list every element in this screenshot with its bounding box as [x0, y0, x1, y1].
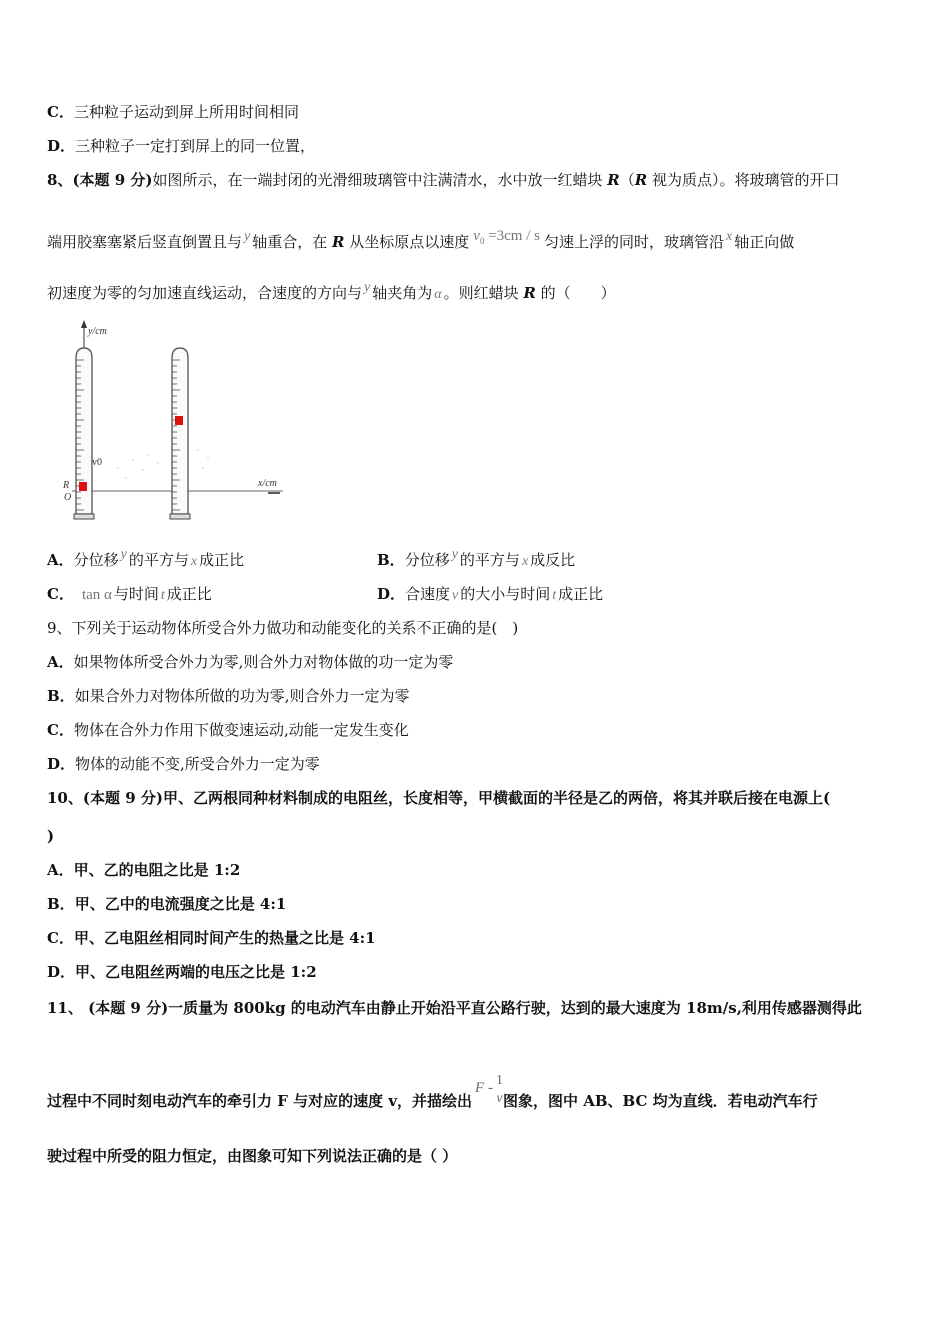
symbol-r: R	[634, 171, 648, 189]
red-wax-block-moved	[175, 416, 183, 425]
v-symbol: v	[473, 228, 480, 244]
stem-text: 端用胶塞塞紧后竖直倒置且与	[47, 233, 243, 251]
tube-diagram	[58, 318, 298, 528]
q7-option-c	[47, 102, 299, 122]
symbol-y: y	[244, 229, 251, 244]
symbol-x: x	[190, 554, 198, 569]
symbol-y: y	[120, 547, 127, 562]
option-text: 的平方与	[459, 551, 520, 569]
symbol-x: x	[726, 229, 733, 244]
stem-text: 轴重合，在	[252, 233, 333, 251]
q10-option-c	[47, 928, 376, 948]
fraction-numerator: 1	[495, 1073, 503, 1088]
symbol-v: v	[452, 588, 459, 603]
option-letter: B．	[377, 551, 405, 569]
option-text: 分位移	[404, 551, 450, 569]
q10-option-d	[47, 962, 317, 982]
trajectory-dots	[117, 449, 209, 479]
option-letter: A．	[47, 551, 74, 569]
q11-stem-line3: 驶过程中所受的阻力恒定，由图象可知下列说法正确的是（ ）	[47, 1147, 458, 1165]
option-text: 三种粒子一定打到屏上的同一位置，	[75, 137, 316, 155]
option-text: 成正比	[166, 585, 212, 603]
option-letter: D．	[47, 963, 76, 981]
v0-expression	[469, 228, 544, 244]
option-text: 分位移	[73, 551, 119, 569]
v0-subscript: 0	[479, 236, 485, 246]
option-text: 如果物体所受合外力为零,则合外力对物体做的功一定为零	[73, 653, 454, 671]
option-text: 成反比	[530, 551, 576, 569]
stem-text: 匀速上浮的同时，玻璃管沿	[543, 233, 724, 251]
option-text: 甲、乙中的电流强度之比是 4:1	[74, 895, 287, 913]
r-label: R	[63, 480, 70, 491]
option-text: 的大小与时间	[460, 585, 551, 603]
red-wax-block-start	[79, 482, 87, 491]
option-letter: B．	[47, 895, 75, 913]
symbol-r: R	[607, 171, 620, 189]
option-letter: B．	[47, 687, 75, 705]
symbol-alpha: α	[434, 287, 442, 302]
option-text: 的平方与	[128, 551, 189, 569]
option-text: 甲、乙电阻丝相同时间产生的热量之比是 4:1	[73, 929, 376, 947]
q10-option-a	[47, 860, 240, 880]
option-text: 甲、乙的电阻之比是 1:2	[73, 861, 241, 879]
question-score: (本题 9 分)	[72, 171, 153, 189]
y-axis-arrow	[81, 320, 87, 328]
symbol-y: y	[364, 280, 371, 295]
stem-text: 过程中不同时刻电动汽车的牵引力 F 与对应的速度 v，并描绘出	[47, 1092, 473, 1110]
y-axis-label: y/cm	[88, 326, 107, 337]
question-number: 8、	[47, 171, 73, 189]
stem-text: 。则红蜡块	[443, 284, 524, 302]
q11-stem-line1: 11、 (本题 9 分)一质量为 800kg 的电动汽车由静止开始沿平直公路行驶，达到的最大速度为 18m/s,利用传感器测得此	[47, 999, 862, 1017]
symbol-y: y	[451, 547, 458, 562]
stem-text: 的（ ）	[535, 284, 616, 302]
q8-option-c	[47, 584, 377, 606]
option-text: 甲、乙电阻丝两端的电压之比是 1:2	[75, 963, 317, 981]
option-letter: A．	[47, 861, 74, 879]
q8-stem-line1	[47, 170, 840, 190]
option-text: 物体的动能不变,所受合外力一定为零	[75, 755, 320, 773]
origin-label: O	[64, 492, 72, 503]
q10-stem-line1: 10、(本题 9 分)甲、乙两根同种材料制成的电阻丝，长度相等，甲横截面的半径是乙的两倍，将其并联后接在电源上(	[47, 789, 831, 807]
f-symbol: F -	[475, 1080, 493, 1096]
q8-stem-line3	[47, 280, 616, 305]
option-letter: A．	[47, 653, 74, 671]
q8-options-row1	[47, 547, 576, 572]
stem-text: 图象，图中 AB、BC 均为直线．若电动汽车行	[502, 1092, 818, 1110]
tube-right	[170, 348, 190, 519]
fraction-denominator: v	[496, 1091, 503, 1106]
symbol-t: t	[552, 588, 557, 603]
option-letter: C．	[47, 103, 74, 121]
symbol-r: R	[523, 284, 536, 302]
q8-stem-line2	[47, 228, 795, 258]
option-letter: D．	[47, 137, 76, 155]
option-text: 与时间	[113, 585, 159, 603]
q11-stem-line2	[47, 1073, 818, 1120]
q9-option-c	[47, 720, 409, 740]
stem-text: 轴夹角为	[372, 284, 433, 302]
q9-option-d	[47, 754, 320, 774]
symbol-r: R	[332, 233, 345, 251]
q10-stem-line2: )	[47, 827, 55, 845]
option-letter: C．	[47, 929, 74, 947]
symbol-x: x	[521, 554, 529, 569]
tube-left	[74, 348, 94, 519]
tan-alpha-expr: tan α	[81, 587, 112, 603]
q9-option-b	[47, 686, 409, 706]
q8-option-a	[47, 547, 377, 572]
q8-options-row2	[47, 584, 603, 606]
v0-value: =3cm / s	[484, 228, 540, 244]
stem-text: 如图所示，在一端封闭的光滑细玻璃管中注满清水，水中放一红蜡块	[152, 171, 608, 189]
stem-text: 视为质点）。将玻璃管的开口	[647, 171, 840, 189]
v0-label: v0	[92, 457, 102, 468]
option-letter: D．	[47, 755, 76, 773]
stem-text: 轴正向做	[734, 233, 795, 251]
option-text: 物体在合外力作用下做变速运动,动能一定发生变化	[73, 721, 409, 739]
q8-option-d	[377, 584, 603, 606]
q7-option-d	[47, 136, 315, 156]
x-axis-label: x/cm	[258, 478, 277, 489]
option-letter: C．	[47, 585, 74, 603]
symbol-t: t	[160, 588, 165, 603]
fraction-1-over-v	[496, 1072, 503, 1108]
q9-stem: 9、下列关于运动物体所受合外力做功和动能变化的关系不正确的是( )	[47, 619, 519, 637]
q9-option-a	[47, 652, 453, 672]
option-text: 如果合外力对物体所做的功为零,则合外力一定为零	[74, 687, 410, 705]
option-text: 成正比	[199, 551, 245, 569]
option-text: 合速度	[405, 585, 451, 603]
stem-text: （	[619, 171, 635, 189]
option-text: 三种粒子运动到屏上所用时间相同	[73, 103, 299, 121]
option-letter: C．	[47, 721, 74, 739]
stem-text: 从坐标原点以速度	[344, 233, 470, 251]
option-letter: D．	[377, 585, 406, 603]
option-text: 成正比	[558, 585, 604, 603]
stem-text: 初速度为零的匀加速直线运动，合速度的方向与	[47, 284, 363, 302]
q8-option-b	[377, 547, 576, 572]
q10-option-b	[47, 894, 286, 914]
